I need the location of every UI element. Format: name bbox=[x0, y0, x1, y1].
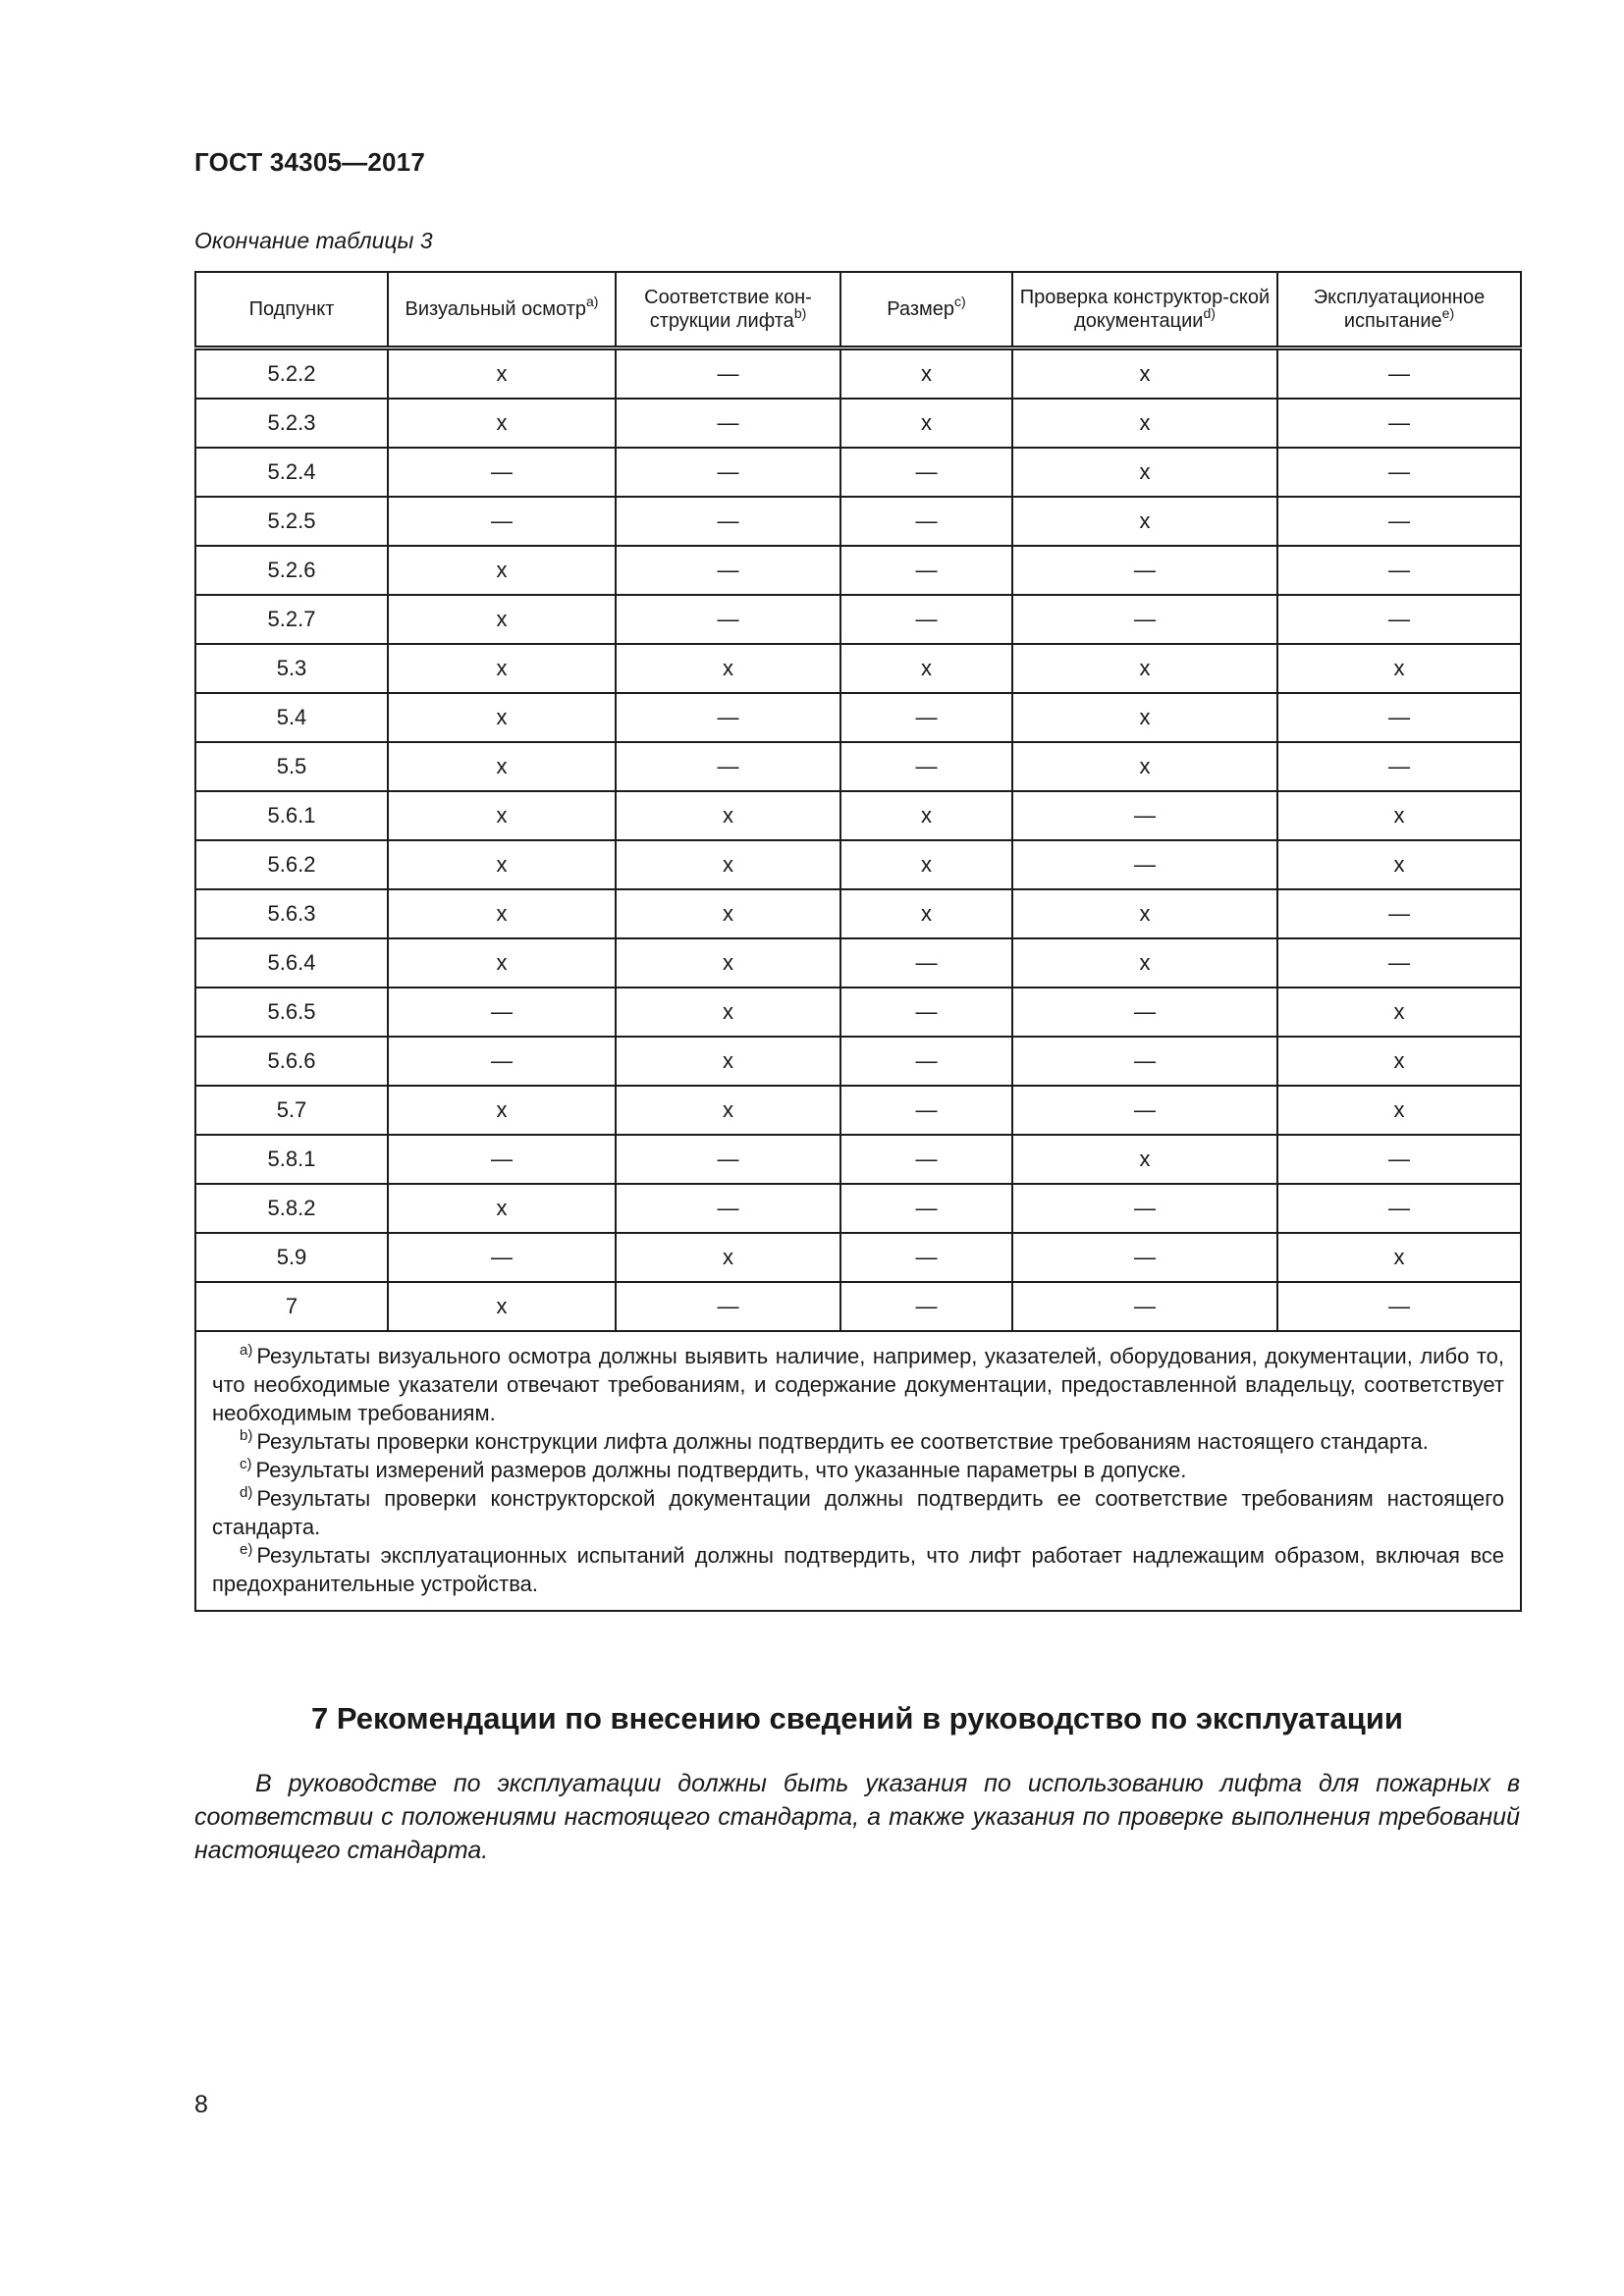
check-cell: x bbox=[616, 1037, 840, 1086]
footnote-mark: c) bbox=[240, 1456, 252, 1472]
table-footnote bbox=[212, 1541, 1504, 1598]
check-cell: x bbox=[388, 644, 616, 693]
page-number: 8 bbox=[194, 2091, 208, 2118]
check-cell: x bbox=[1277, 791, 1521, 840]
check-cell: x bbox=[840, 644, 1012, 693]
table-row bbox=[195, 889, 1521, 938]
footnote-mark: d) bbox=[240, 1484, 253, 1501]
check-cell: x bbox=[1277, 988, 1521, 1037]
table-row bbox=[195, 1086, 1521, 1135]
check-cell: x bbox=[616, 1233, 840, 1282]
check-cell: — bbox=[388, 1233, 616, 1282]
check-cell: x bbox=[1012, 348, 1277, 400]
check-cell: — bbox=[388, 448, 616, 497]
table-row bbox=[195, 1233, 1521, 1282]
column-header-operational-test: Эксплуатационное испытание$^{e)}$ bbox=[1277, 272, 1521, 348]
check-cell: x bbox=[388, 1184, 616, 1233]
check-cell: — bbox=[388, 1135, 616, 1184]
check-cell: x bbox=[1277, 1086, 1521, 1135]
table-row bbox=[195, 546, 1521, 595]
check-cell: — bbox=[616, 546, 840, 595]
check-cell: x bbox=[1277, 840, 1521, 889]
table-row bbox=[195, 1184, 1521, 1233]
subclause-cell: 5.2.3 bbox=[195, 399, 388, 448]
check-cell: — bbox=[1277, 546, 1521, 595]
check-cell: — bbox=[1277, 448, 1521, 497]
check-cell: — bbox=[840, 988, 1012, 1037]
check-cell: x bbox=[840, 791, 1012, 840]
footnote-mark: a) bbox=[240, 1342, 253, 1359]
subclause-cell: 5.2.7 bbox=[195, 595, 388, 644]
check-cell: — bbox=[616, 497, 840, 546]
check-cell: x bbox=[1012, 938, 1277, 988]
table-caption: Окончание таблицы 3 bbox=[194, 228, 433, 253]
table-footnote bbox=[212, 1456, 1504, 1484]
subclause-cell: 5.3 bbox=[195, 644, 388, 693]
section-title: 7 Рекомендации по внесению сведений в руководство по эксплуатации bbox=[311, 1701, 1403, 1735]
check-cell: x bbox=[616, 840, 840, 889]
check-cell: x bbox=[616, 1086, 840, 1135]
check-cell: x bbox=[1012, 399, 1277, 448]
table-row bbox=[195, 595, 1521, 644]
footnote-text: Результаты измерений размеров должны подтвердить, что указанные параметры в допуске. bbox=[255, 1458, 1187, 1482]
check-cell: — bbox=[840, 742, 1012, 791]
subclause-cell: 5.8.2 bbox=[195, 1184, 388, 1233]
check-cell: — bbox=[616, 1184, 840, 1233]
column-header-visual-inspection: Визуальный осмотр$^{a)}$ bbox=[388, 272, 616, 348]
check-cell: — bbox=[1277, 497, 1521, 546]
check-cell: — bbox=[840, 1184, 1012, 1233]
section-paragraph: В руководстве по эксплуатации должны быть указания по использованию лифта для пожарных в соответствии с положениями настоящего стандарта, а также указания по проверке выполнения требований настоящего стандарта. bbox=[194, 1770, 1520, 1864]
check-cell: x bbox=[1012, 889, 1277, 938]
check-cell: — bbox=[840, 546, 1012, 595]
check-cell: — bbox=[616, 1135, 840, 1184]
table-row bbox=[195, 791, 1521, 840]
check-cell: — bbox=[1277, 693, 1521, 742]
check-cell: — bbox=[1012, 791, 1277, 840]
check-cell: — bbox=[840, 595, 1012, 644]
check-cell: — bbox=[840, 1233, 1012, 1282]
subclause-cell: 5.5 bbox=[195, 742, 388, 791]
table-notes-row bbox=[195, 1331, 1521, 1611]
column-header-subclause: Подпункт bbox=[195, 272, 388, 348]
table-row bbox=[195, 644, 1521, 693]
check-cell: x bbox=[616, 889, 840, 938]
check-cell: — bbox=[1277, 1135, 1521, 1184]
column-header-size: Размер$^{c)}$ bbox=[840, 272, 1012, 348]
check-cell: x bbox=[616, 644, 840, 693]
table-header-row bbox=[195, 272, 1521, 348]
check-cell: x bbox=[388, 791, 616, 840]
check-cell: — bbox=[616, 693, 840, 742]
check-cell: x bbox=[388, 742, 616, 791]
subclause-cell: 5.7 bbox=[195, 1086, 388, 1135]
check-cell: x bbox=[388, 399, 616, 448]
check-cell: — bbox=[1277, 938, 1521, 988]
check-cell: x bbox=[388, 595, 616, 644]
check-cell: — bbox=[1012, 1037, 1277, 1086]
check-cell: — bbox=[616, 399, 840, 448]
check-cell: — bbox=[616, 742, 840, 791]
check-cell: — bbox=[1012, 988, 1277, 1037]
subclause-cell: 5.8.1 bbox=[195, 1135, 388, 1184]
subclause-cell: 5.2.4 bbox=[195, 448, 388, 497]
check-cell: — bbox=[840, 938, 1012, 988]
check-cell: — bbox=[840, 1086, 1012, 1135]
check-cell: x bbox=[388, 1086, 616, 1135]
table-row bbox=[195, 1037, 1521, 1086]
table-body bbox=[195, 348, 1521, 1332]
footnote-mark: b) bbox=[240, 1427, 253, 1444]
check-cell: x bbox=[840, 399, 1012, 448]
subclause-cell: 5.6.6 bbox=[195, 1037, 388, 1086]
footnote-text: Результаты проверки конструкции лифта должны подтвердить ее соответствие требованиям настоящего стандарта. bbox=[256, 1429, 1429, 1454]
check-cell: — bbox=[388, 1037, 616, 1086]
check-cell: x bbox=[388, 889, 616, 938]
check-cell: — bbox=[1277, 889, 1521, 938]
check-cell: — bbox=[1012, 1184, 1277, 1233]
check-cell: x bbox=[840, 889, 1012, 938]
subclause-cell: 5.6.3 bbox=[195, 889, 388, 938]
table-row bbox=[195, 693, 1521, 742]
subclause-cell: 7 bbox=[195, 1282, 388, 1331]
check-cell: — bbox=[1012, 1282, 1277, 1331]
check-cell: x bbox=[1012, 497, 1277, 546]
column-header-design-conformity: Соответствие кон-струкции лифта$^{b)}$ bbox=[616, 272, 840, 348]
table-row bbox=[195, 988, 1521, 1037]
check-cell: x bbox=[840, 840, 1012, 889]
check-cell: — bbox=[1012, 595, 1277, 644]
footnote-text: Результаты эксплуатационных испытаний должны подтвердить, что лифт работает надлежащим образом, включая все предохранительные устройства. bbox=[212, 1543, 1504, 1596]
table-footnote bbox=[212, 1342, 1504, 1427]
check-cell: — bbox=[840, 497, 1012, 546]
table-row bbox=[195, 742, 1521, 791]
check-cell: — bbox=[840, 1037, 1012, 1086]
table-footnote bbox=[212, 1484, 1504, 1541]
table-row bbox=[195, 1282, 1521, 1331]
check-cell: x bbox=[1012, 448, 1277, 497]
check-cell: x bbox=[1012, 1135, 1277, 1184]
check-cell: — bbox=[1277, 399, 1521, 448]
check-cell: — bbox=[1277, 348, 1521, 400]
check-cell: — bbox=[1277, 742, 1521, 791]
table-row bbox=[195, 840, 1521, 889]
subclause-cell: 5.6.4 bbox=[195, 938, 388, 988]
table-row bbox=[195, 938, 1521, 988]
check-cell: — bbox=[616, 348, 840, 400]
table-footnote bbox=[212, 1427, 1504, 1456]
check-cell: x bbox=[840, 348, 1012, 400]
subclause-cell: 5.2.2 bbox=[195, 348, 388, 400]
check-cell: x bbox=[388, 840, 616, 889]
check-cell: x bbox=[616, 988, 840, 1037]
document-code: ГОСТ 34305—2017 bbox=[194, 147, 425, 177]
check-cell: — bbox=[388, 988, 616, 1037]
check-cell: x bbox=[1012, 693, 1277, 742]
subclause-cell: 5.2.6 bbox=[195, 546, 388, 595]
check-cell: x bbox=[388, 938, 616, 988]
check-cell: x bbox=[616, 791, 840, 840]
check-cell: — bbox=[616, 448, 840, 497]
table-row bbox=[195, 399, 1521, 448]
check-cell: — bbox=[1277, 1184, 1521, 1233]
subclause-cell: 5.4 bbox=[195, 693, 388, 742]
table-row bbox=[195, 348, 1521, 400]
inspection-table bbox=[194, 271, 1520, 1612]
check-cell: x bbox=[1277, 1037, 1521, 1086]
column-header-design-docs-check: Проверка конструктор-ской документации$^{d)}$ bbox=[1012, 272, 1277, 348]
check-cell: x bbox=[1012, 742, 1277, 791]
check-cell: — bbox=[1277, 595, 1521, 644]
subclause-cell: 5.6.1 bbox=[195, 791, 388, 840]
subclause-cell: 5.2.5 bbox=[195, 497, 388, 546]
check-cell: — bbox=[1277, 1282, 1521, 1331]
check-cell: x bbox=[388, 693, 616, 742]
subclause-cell: 5.9 bbox=[195, 1233, 388, 1282]
check-cell: — bbox=[388, 497, 616, 546]
check-cell: x bbox=[388, 348, 616, 400]
table-row bbox=[195, 448, 1521, 497]
check-cell: — bbox=[840, 1282, 1012, 1331]
check-cell: — bbox=[616, 1282, 840, 1331]
check-cell: x bbox=[1277, 1233, 1521, 1282]
check-cell: x bbox=[388, 1282, 616, 1331]
table-row bbox=[195, 497, 1521, 546]
check-cell: — bbox=[840, 1135, 1012, 1184]
check-cell: — bbox=[1012, 840, 1277, 889]
check-cell: x bbox=[1277, 644, 1521, 693]
check-cell: — bbox=[1012, 546, 1277, 595]
check-cell: x bbox=[616, 938, 840, 988]
footnote-text: Результаты проверки конструкторской документации должны подтвердить ее соответствие требованиям настоящего стандарта. bbox=[212, 1486, 1504, 1539]
check-cell: — bbox=[840, 448, 1012, 497]
check-cell: x bbox=[388, 546, 616, 595]
subclause-cell: 5.6.5 bbox=[195, 988, 388, 1037]
check-cell: — bbox=[1012, 1233, 1277, 1282]
footnote-mark: e) bbox=[240, 1541, 253, 1558]
check-cell: — bbox=[840, 693, 1012, 742]
check-cell: — bbox=[616, 595, 840, 644]
table-notes bbox=[195, 1331, 1521, 1611]
check-cell: x bbox=[1012, 644, 1277, 693]
subclause-cell: 5.6.2 bbox=[195, 840, 388, 889]
table-row bbox=[195, 1135, 1521, 1184]
check-cell: — bbox=[1012, 1086, 1277, 1135]
footnote-text: Результаты визуального осмотра должны выявить наличие, например, указателей, оборудования, документации, либо то, что необходимые указатели отвечают требованиям, и содержание документации, предоставленной владельцу, соответствует необходимым требованиям. bbox=[212, 1344, 1504, 1425]
